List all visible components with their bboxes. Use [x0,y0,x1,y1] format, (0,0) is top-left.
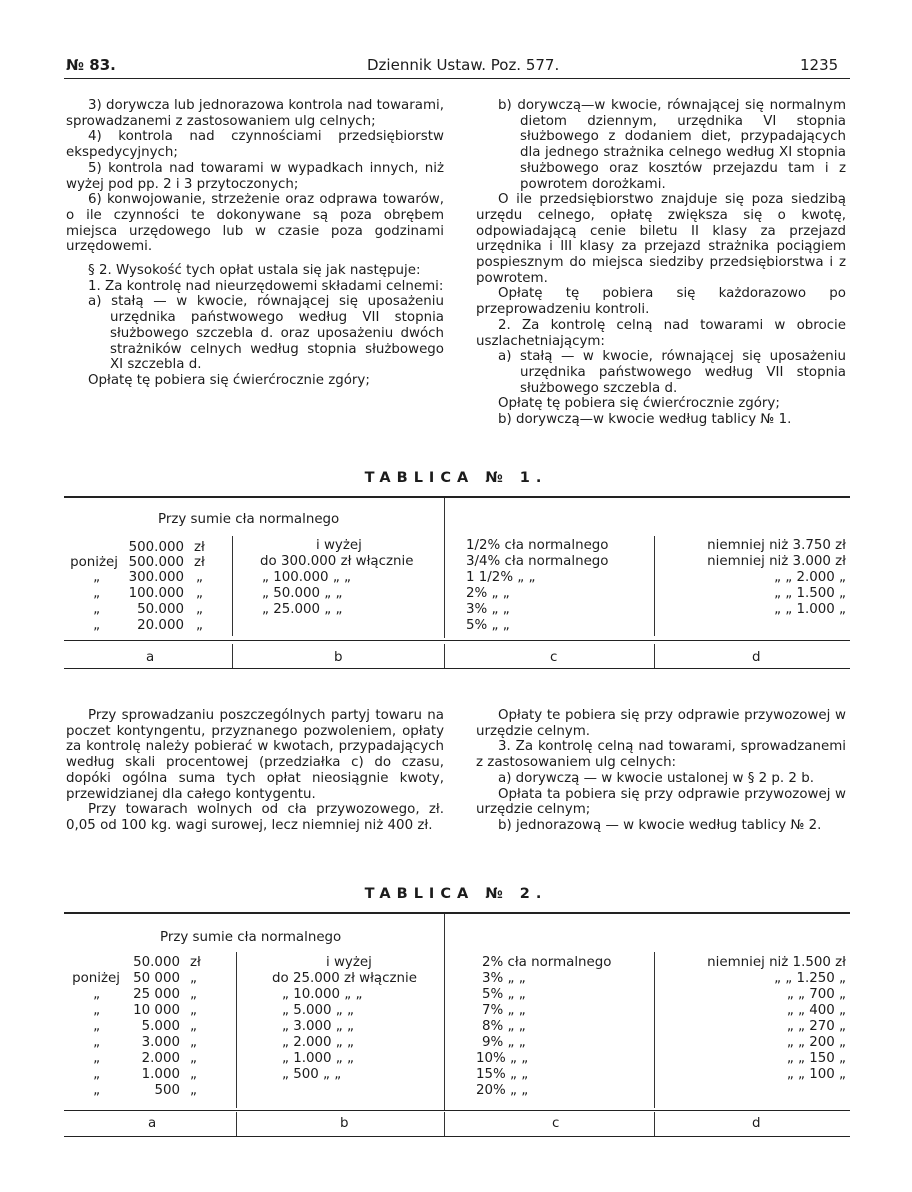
paragraph: 3) dorywcza lub jednorazowa kontrola nad towarami, sprowadzanemi z zastosowaniem ulg celnych; [66,98,444,129]
table-cell: „ 10.000 „ „ [282,987,363,1002]
table-cell: 7% „ „ [482,1003,526,1018]
table-cell: poniżej [70,555,118,570]
table-cell: 5.000 [141,1019,180,1034]
table-cell: 50 000 [133,971,180,986]
table-cell: „ [190,1051,197,1066]
table-cell: 500.000 [128,540,184,555]
table-cell: i wyżej [326,955,372,970]
table-cell: do 25.000 zł włącznie [272,971,417,986]
table-cell: „ [190,971,197,986]
table-cell: niemniej niż 3.000 zł [707,554,846,569]
table-1-top-rule [64,496,850,498]
table-cell: „ „ 200 „ [786,1035,846,1050]
table-2-divider [236,1112,237,1136]
table-cell: 2.000 [141,1051,180,1066]
table-cell: „ „ 700 „ [786,987,846,1002]
column-label-b: b [334,650,343,665]
table-cell: „ [196,618,203,633]
table-cell: „ [93,1019,100,1034]
table-cell: „ 25.000 „ „ [262,602,343,617]
column-label-b: b [340,1116,349,1131]
table-cell: 5% „ „ [466,618,510,633]
table-cell: 500.000 [128,555,184,570]
table-cell: niemniej niż 3.750 zł [707,538,846,553]
table-cell: „ 3.000 „ „ [282,1019,354,1034]
table-1-bottom-rule [64,668,850,669]
table-cell: „ „ 400 „ [786,1003,846,1018]
header-rule [64,78,850,79]
paragraph: Opłata ta pobiera się przy odprawie przywozowej w urzędzie celnym; [476,786,846,818]
column-label-a: a [146,650,155,665]
table-cell: 2% „ „ [466,586,510,601]
table-cell: 1/2% cła normalnego [466,538,609,553]
paragraph: a) stałą — w kwocie, równającej się uposażeniu urzędnika państwowego według VII stopnia służbowego szczebla d. [498,349,846,396]
table-cell: „ „ 1.000 „ [774,602,846,617]
table-cell: „ 1.000 „ „ [282,1051,354,1066]
table-cell: „ [190,1083,197,1098]
table-cell: „ [196,602,203,617]
table-cell: „ „ 100 „ [786,1067,846,1082]
table-cell: „ [93,602,100,617]
table-cell: 2% cła normalnego [482,955,612,970]
table-cell: „ „ 1.250 „ [774,971,846,986]
table-cell: 3% „ „ [466,602,510,617]
table-1-divider [232,536,233,636]
table-cell: 15% „ „ [476,1067,529,1082]
table-cell: „ „ 150 „ [786,1051,846,1066]
column-label-d: d [752,1116,761,1131]
page-number: 1235 [800,56,839,74]
table-2-divider [654,1112,655,1136]
table-cell: 100.000 [128,586,184,601]
table-2-bottom-rule [64,1136,850,1137]
table-cell: zł [194,555,205,570]
paragraph: b) jednorazową — w kwocie według tablicy № 2. [498,817,822,833]
table-1-header: Przy sumie cła normalnego [158,512,340,527]
table-cell: 8% „ „ [482,1019,526,1034]
table-cell: „ [93,1083,100,1098]
table-cell: zł [190,955,201,970]
column-label-a: a [148,1116,157,1131]
table-1-divider [654,644,655,668]
table-cell: „ [190,1003,197,1018]
right-column-top [476,98,846,428]
table-cell: „ 2.000 „ „ [282,1035,354,1050]
right-column-middle [476,708,846,834]
table-cell: „ [196,570,203,585]
left-column-top [66,98,444,389]
table-2-top-rule [64,912,850,914]
table-cell: 25 000 [133,987,180,1002]
paragraph: O ile przedsiębiorstwo znajduje się poza siedzibą urzędu celnego, opłatę zwiększa się o kwotę, odpowiadającą cenie biletu II klasy za przejazd urzędnika i III klasy za przejazd strażnika pociągiem pospiesznym do miejsca siedziby przedsiębiorstwa i z powrotem. [476,192,846,286]
table-cell: 20% „ „ [476,1083,529,1098]
table-cell: „ „ 1.500 „ [774,586,846,601]
table-cell: „ 5.000 „ „ [282,1003,354,1018]
table-cell: 5% „ „ [482,987,526,1002]
journal-title: Dziennik Ustaw. Poz. 577. [367,56,560,74]
section-heading: § 2. Wysokość tych opłat ustala się jak następuje: [88,263,421,279]
table-cell: „ „ 270 „ [786,1019,846,1034]
paragraph: b) dorywczą—w kwocie, równającej się normalnym dietom dziennym, urzędnika VI stopnia służbowego z dodaniem diet, przypadających dla jednego strażnika celnego według XI stopnia służbowego oraz kosztów przejazdu tam i z powrotem dorożkami. [498,98,846,192]
paragraph: 1. Za kontrolę nad nieurzędowemi składami celnemi: [88,278,444,294]
table-cell: „ [190,1035,197,1050]
table-cell: „ [93,1067,100,1082]
table-2-divider [444,914,445,1110]
table-cell: „ [93,586,100,601]
column-label-c: c [552,1116,560,1131]
table-cell: poniżej [72,971,120,986]
table-cell: i wyżej [316,538,362,553]
paragraph: 4) kontrola nad czynnościami przedsiębiorstw ekspedycyjnych; [66,129,444,161]
table-1-divider [232,644,233,668]
paragraph: Opłatę tę pobiera się każdorazowo po przeprowadzeniu kontroli. [476,286,846,318]
table-cell: 1.000 [141,1067,180,1082]
paragraph: 5) kontrola nad towarami w wypadkach innych, niż wyżej pod pp. 2 i 3 przytoczonych; [66,160,444,192]
table-cell: 500 [154,1083,180,1098]
table-cell: „ [93,987,100,1002]
table-1-divider [444,498,445,638]
table-1-rule [64,640,850,641]
left-column-middle [66,708,444,834]
table-cell: „ [190,987,197,1002]
table-2-divider [654,952,655,1108]
paragraph: Opłatę tę pobiera się ćwierćrocznie zgóry; [498,396,780,412]
table-cell: „ [190,1067,197,1082]
table-cell: „ [93,1003,100,1018]
table-cell: 3.000 [141,1035,180,1050]
paragraph: a) dorywczą — w kwocie ustalonej w § 2 p. 2 b. [498,770,814,786]
table-cell: „ [93,1035,100,1050]
table-cell: 3/4% cła normalnego [466,554,609,569]
table-cell: „ „ 2.000 „ [774,570,846,585]
table-cell: 3% „ „ [482,971,526,986]
table-1-title: TABLICA № 1. [364,470,548,486]
table-2-header: Przy sumie cła normalnego [160,930,342,945]
table-1-divider [444,644,445,668]
table-cell: 50.000 [137,602,184,617]
table-cell: do 300.000 zł włącznie [260,554,414,569]
table-cell: 20.000 [137,618,184,633]
paragraph: Opłatę tę pobiera się ćwierćrocznie zgóry; [88,372,370,388]
table-2-divider [236,952,237,1108]
table-cell: „ [93,570,100,585]
column-label-c: c [550,650,558,665]
table-cell: „ [190,1019,197,1034]
paragraph: 2. Za kontrolę celną nad towarami w obrocie uszlachetniającym: [476,317,846,349]
table-2-rule [64,1110,850,1111]
table-2-divider [444,1112,445,1136]
column-label-d: d [752,650,761,665]
paragraph: 6) konwojowanie, strzeżenie oraz odprawa towarów, o ile czynności te dokonywane są poza obrębem miejsca urzędowego lub w czasie poza godzinami urzędowemi. [66,192,444,255]
table-cell: „ 100.000 „ „ [262,570,351,585]
issue-number: № 83. [66,56,116,74]
table-cell: „ [93,1051,100,1066]
table-cell: 10 000 [133,1003,180,1018]
table-cell: 50.000 [133,955,180,970]
table-cell: „ [196,586,203,601]
table-cell: 300.000 [128,570,184,585]
table-cell: 1 1/2% „ „ [466,570,536,585]
table-cell: „ 50.000 „ „ [262,586,343,601]
paragraph: Przy towarach wolnych od cła przywozowego, zł. 0,05 od 100 kg. wagi surowej, lecz niemniej niż 400 zł. [66,802,444,833]
paragraph: b) dorywczą—w kwocie według tablicy № 1. [498,412,792,428]
table-cell: 9% „ „ [482,1035,526,1050]
table-cell: 10% „ „ [476,1051,529,1066]
table-cell: „ 500 „ „ [282,1067,342,1082]
table-2-title: TABLICA № 2. [364,886,548,902]
table-cell: niemniej niż 1.500 zł [707,955,846,970]
paragraph: Opłaty te pobiera się przy odprawie przywozowej w urzędzie celnym. [476,708,846,739]
paragraph: 3. Za kontrolę celną nad towarami, sprowadzanemi z zastosowaniem ulg celnych: [476,739,846,771]
table-cell: zł [194,540,205,555]
paragraph: a) stałą — w kwocie, równającej się uposażeniu urzędnika państwowego według VII stopnia służbowego szczebla d. oraz uposażeniu dwóch strażników celnych według stopnia służbowego XI szczebla d. [88,294,444,373]
table-cell: „ [93,618,100,633]
paragraph: Przy sprowadzaniu poszczególnych partyj towaru na poczet kontyngentu, przyznanego pozwoleniem, opłaty za kontrolę należy pobierać w kwotach, przypadających według skali procentowej (przedziałka c) do czasu, dopóki ogólna suma tych opłat nieosiągnie kwoty, przewidzianej dla całego kontygentu. [66,708,444,802]
table-1-divider [654,536,655,636]
